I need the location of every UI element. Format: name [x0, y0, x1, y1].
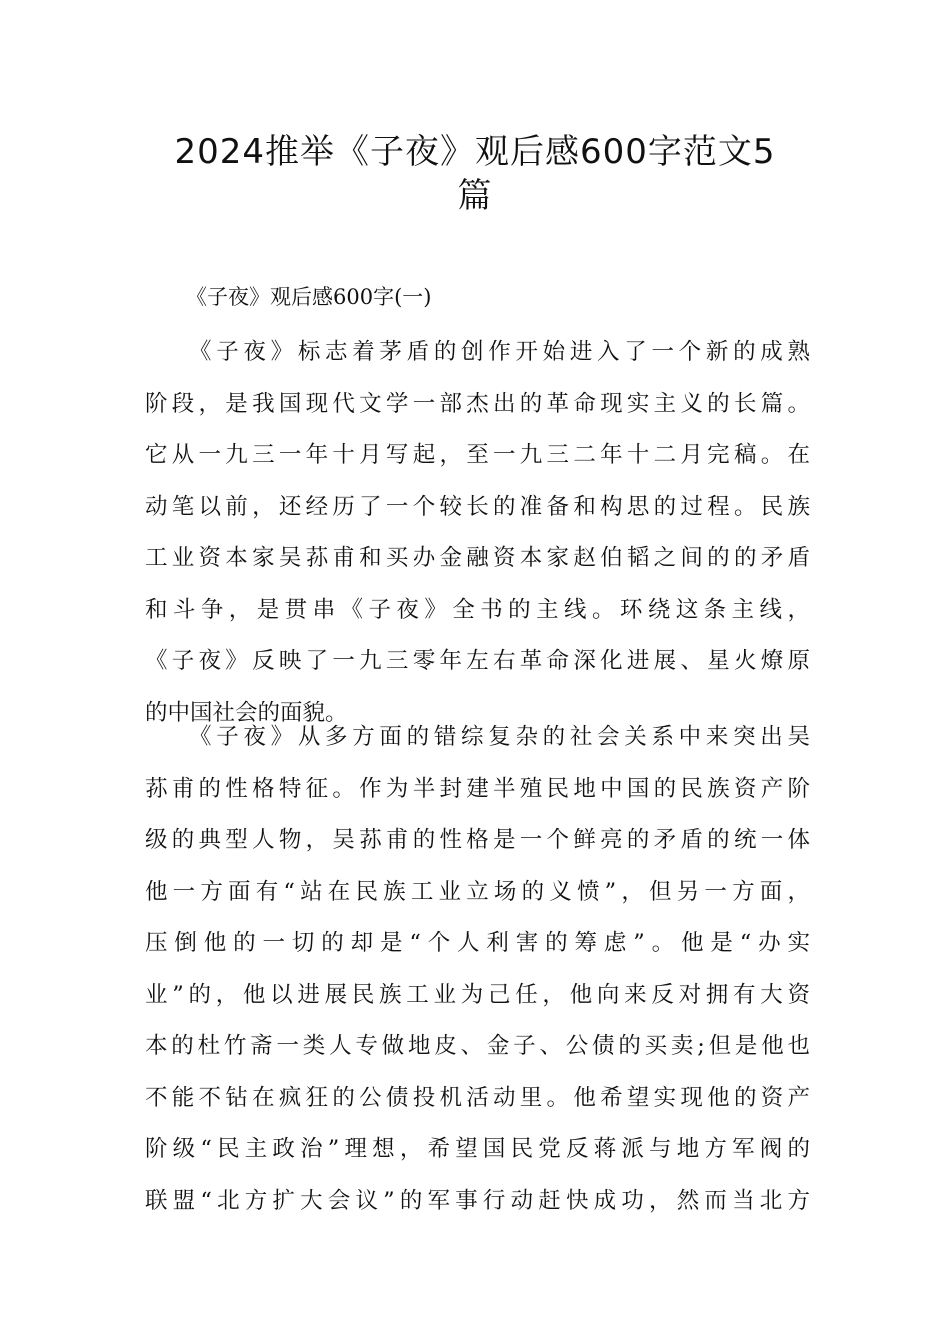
section-heading: 《子夜》观后感600字(一)	[186, 285, 432, 309]
paragraph-line: 它从一九三一年十月写起，至一九三二年十二月完稿。在	[145, 442, 810, 468]
paragraph-line: 压倒他的一切的却是“个人利害的筹虑”。他是“办实	[145, 930, 810, 956]
paragraph-line: 业”的，他以进展民族工业为己任，他向来反对拥有大资	[145, 981, 810, 1008]
paragraph-line: 不能不钻在疯狂的公债投机活动里。他希望实现他的资产	[145, 1084, 810, 1111]
paragraph-line: 《子夜》标志着茅盾的创作开始进入了一个新的成熟	[189, 339, 810, 365]
title-line-1: 2024推举《子夜》观后感600字范文5	[174, 132, 776, 172]
paragraph-1	[145, 327, 810, 739]
paragraph-line: 和斗争，是贯串《子夜》全书的主线。环绕这条主线，	[145, 596, 810, 623]
paragraph-line: 联盟“北方扩大会议”的军事行动赶快成功，然而当北方	[145, 1187, 810, 1214]
paragraph-line: 他一方面有“站在民族工业立场的义愤”，但另一方面，	[145, 878, 810, 905]
paragraph-line: 阶段，是我国现代文学一部杰出的革命现实主义的长篇。	[145, 390, 810, 417]
title-line-2: 篇	[457, 176, 493, 216]
paragraph-line: 《子夜》反映了一九三零年左右革命深化进展、星火燎原	[145, 648, 810, 674]
paragraph-line: 本的杜竹斋一类人专做地皮、金子、公债的买卖;但是他也	[145, 1033, 810, 1059]
paragraph-line: 动笔以前，还经历了一个较长的准备和构思的过程。民族	[145, 493, 810, 520]
paragraph-line: 级的典型人物，吴荪甫的性格是一个鲜亮的矛盾的统一体	[145, 827, 810, 853]
paragraph-2	[145, 712, 810, 1227]
paragraph-line: 工业资本家吴荪甫和买办金融资本家赵伯韬之间的的矛盾	[145, 545, 810, 571]
document-title	[140, 130, 810, 218]
paragraph-line: 《子夜》从多方面的错综复杂的社会关系中来突出吴	[189, 724, 810, 750]
paragraph-line: 的中国社会的面貌。	[145, 699, 348, 726]
paragraph-line: 阶级“民主政治”理想，希望国民党反蒋派与地方军阀的	[145, 1136, 810, 1162]
paragraph-line: 荪甫的性格特征。作为半封建半殖民地中国的民族资产阶	[145, 775, 810, 802]
